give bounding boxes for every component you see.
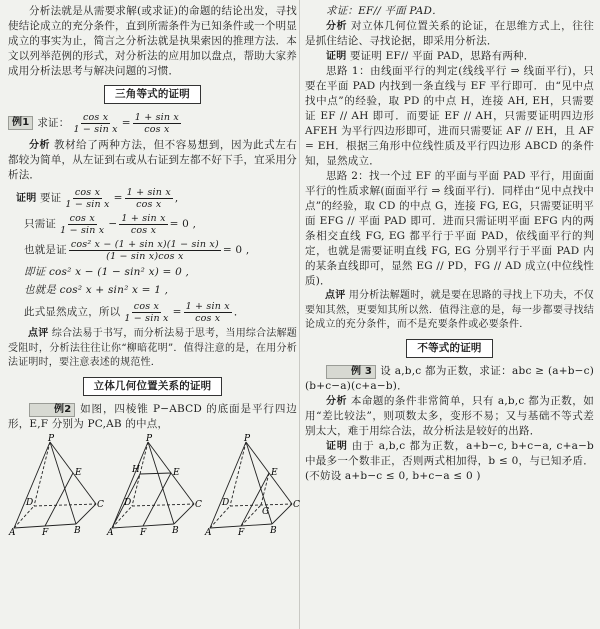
svg-text:D: D — [222, 497, 230, 508]
label-E: E — [75, 467, 82, 478]
pyramid-figure-1 — [8, 434, 104, 536]
example2-idea1: 思路 1：由线面平行的判定(线线平行 ⇒ 线面平行)，只要在平面 PAD 内找到一条直线与 EF 平行即可．由“见中点找中点”的经验，取 PD 的中点 H，连接 AH, EH，只需要证 EF // AH 即可．而要证 EF // AH，只需要证明四边形 AFEH 为平行四边形即可，进而只需要证 AF // EH，且 AF = EH．根据三角形中位线性质及平行四边形 ABCD 的条件知，显然成立． — [305, 65, 594, 167]
example1-comment: 点评 综合法易于书写，而分析法易于思考，当用综合法解题受阻时，分析法往往让你“柳暗花明”．值得注意的是，在用分析法证明时，要注意表述的规范性． — [8, 328, 297, 368]
section-title-inequality: 不等式的证明 — [305, 339, 594, 358]
label-P: P — [48, 433, 55, 444]
svg-text:F: F — [140, 527, 147, 536]
example1-prefix: 求证： — [37, 116, 70, 129]
pyramid-figure-3 — [204, 434, 300, 536]
example2-analysis: 分析 对立体几何位置关系的论证，在思维方式上，往往是抓住结论、寻找论据，即采用分析法． — [305, 20, 594, 47]
example3-proof: 证明 由于 a,b,c 都为正数，a+b−c, b+c−a, c+a−b 中最多一个数非正，否则两式相加得，b ≤ 0，与已知矛盾．(不妨设 a+b−c ≤ 0, b+c−a ≤ 0 ) — [305, 439, 594, 482]
section-title-geometry: 立体几何位置关系的证明 — [8, 377, 297, 396]
svg-text:E: E — [271, 467, 278, 478]
svg-text:A: A — [107, 527, 114, 536]
example2-comment: 点评 用分析法解题时，就是要在思路的寻找上下功夫，不仅要知其然，更要知其所以然．值得注意的是，每一步都要寻找结论成立的充分条件，而不是充要条件或必要条件． — [305, 290, 594, 330]
example3-analysis: 分析 本命题的条件非常简单，只有 a,b,c 都为正数，如用“差比较法”，则项数太多，变形不易；又与基础不等式差别太大，难于用综合法，故分析法是较好的出路． — [305, 394, 594, 437]
svg-text:A: A — [205, 527, 212, 536]
proof-line-5: 也就是 cos² x + sin² x = 1 , — [24, 283, 169, 296]
svg-text:F: F — [238, 527, 245, 536]
example1-rhs: $\frac{\text{1 + sin x}}{\text{cos x}}$ — [134, 111, 179, 135]
label-C: C — [97, 499, 104, 510]
right-column — [305, 0, 594, 484]
proof-line-4: 即证 cos² x − (1 − sin² x) = 0 , — [24, 265, 190, 278]
label-H: H — [132, 464, 141, 475]
pyramid-figures — [8, 433, 300, 536]
svg-text:C: C — [195, 499, 202, 510]
svg-text:P: P — [146, 433, 153, 444]
example1: 例1 求证： $\frac{\text{cos x}}{\text{1 − sin x}}$ = $\frac{\text{1 + sin x}}{\text{cos x}}$ — [8, 110, 297, 136]
svg-text:P: P — [244, 433, 251, 444]
section-title-trig: 三角等式的证明 — [8, 85, 297, 104]
example2-proof: 证明 要证明 EF// 平面 PAD，思路有两种． — [326, 50, 535, 62]
example1-proof: 证明 要证 $\frac{\text{cos x}}{\text{1 − sin x}}$ = $\frac{\text{1 + sin x}}{\text{cos x}}$ , 只需证 $\frac{\text{cos x}}{\text{1 − sin x}}$ − $\frac{\text{1 + sin x}}{\text{cos x}}$ = 0 , 也就是证 $\frac{\text{cos² x − (1 + sin x)(1 − sin x)}}{\text{(1 − sin x)cos x}}$ = 0 , 即证 cos² x − (1 − sin² x) = 0 , 也就是 cos² x + sin² x = 1 , 此式显然成立，所以 $\frac{\text{cos x}}{\text{1 − sin x}}$ = $\frac{\text{1 + sin x}}{\text{cos x}}$ ． — [16, 186, 250, 324]
svg-text:E: E — [173, 467, 180, 478]
example1-lhs: $\frac{\text{cos x}}{\text{1 − sin x}}$ — [73, 111, 118, 135]
example3-text: 例 3 设 a,b,c 都为正数，求证：abc ≥ (a+b−c)(b+c−a)(c+a−b)． — [305, 364, 594, 392]
example1-analysis: 分析 教材给了两种方法，但不容易想到，因为此式左右都较为简单，从左证到右或从右证到左都不好下手，宜采用分析法． — [8, 139, 297, 181]
label-G: G — [262, 506, 270, 517]
intro-paragraph: 分析法就是从需要求解(或求证)的命题的结论出发，寻找使结论成立的充分条件，直到所需条件为已知条件或一个明显成立的事实为止，简言之分析法就是执果索因的推理方法．本文以列举范例的形式，对分析法的应用加以盘点，帮助大家养成用分析法思考与解决问题的习惯． — [8, 5, 297, 77]
example2-goal: 求证：EF// 平面 PAD． — [326, 5, 443, 17]
pyramid-figure-2 — [106, 434, 202, 536]
left-column — [8, 0, 300, 536]
svg-text:C: C — [293, 499, 300, 510]
label-F: F — [42, 527, 49, 536]
label-B: B — [74, 525, 81, 536]
label-D: D — [26, 497, 34, 508]
svg-text:B: B — [270, 525, 277, 536]
svg-text:D: D — [124, 497, 132, 508]
example1-tag: 例1 — [8, 116, 33, 130]
example2-idea2: 思路 2：找一个过 EF 的平面与平面 PAD 平行，用面面平行的性质求解(面面平行 ⇒ 线面平行)．同样由“见中点找中点”的经验，取 CD 的中点 G，连接 FG, EG，只需要证明平面 EFG // 平面 PAD 即可．进而只需证明平面 EFG 内的两条相交直线 FG, EG 都平行于平面 PAD，依线面平行的判定，也就是需要证明直线 FG, EG 分别平行于平面 PAD 内的某条直线即可，显然 EG // PD，FG // AD 成立(中位线性质)． — [305, 170, 594, 287]
example2-text: 例2 如图，四棱锥 P−ABCD 的底面是平行四边形，E,F 分别为 PC,AB 的中点， — [8, 402, 297, 430]
label-A: A — [9, 527, 16, 536]
svg-text:B: B — [172, 525, 179, 536]
